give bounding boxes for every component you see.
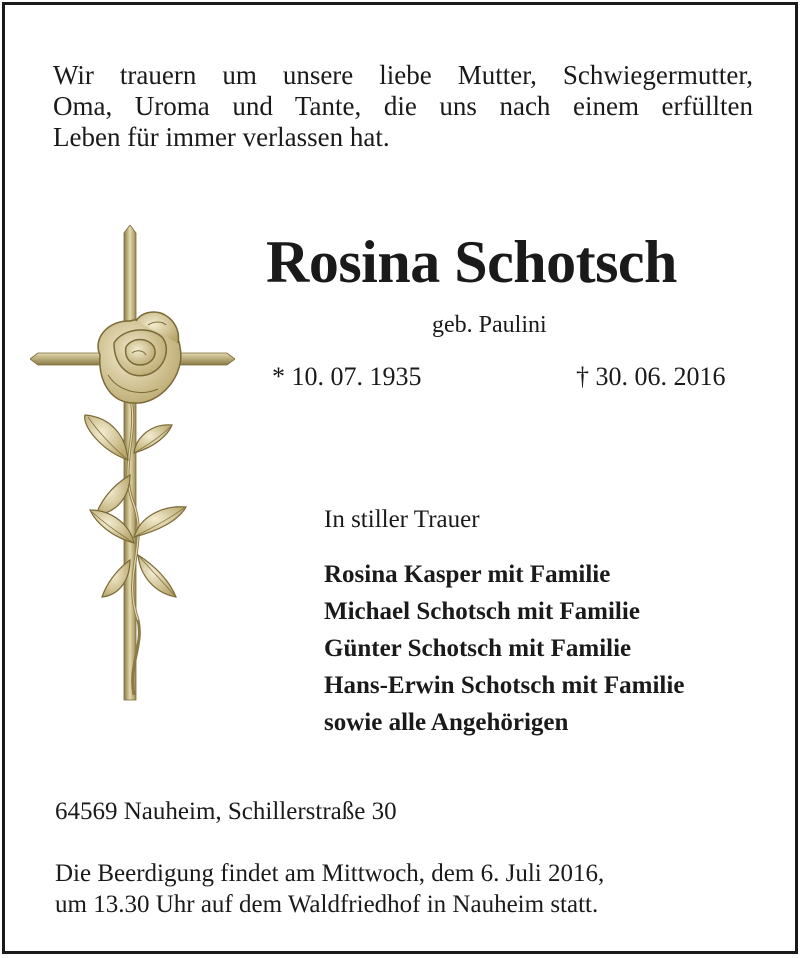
funeral-info [55,858,604,920]
death-date: † 30. 06. 2016 [576,362,726,391]
intro-line: Oma, Uroma und Tante, die uns nach einem erfüllten [53,91,753,121]
funeral-line: um 13.30 Uhr auf dem Waldfriedhof in Nauheim statt. [55,891,599,918]
birth-date: * 10. 07. 1935 [272,362,422,391]
intro-text [53,60,753,153]
mourner-name: Rosina Kasper mit Familie [324,561,611,588]
mourner-name: Michael Schotsch mit Familie [324,598,640,625]
intro-line: Leben für immer verlassen hat. [53,122,390,152]
mourners-list [324,556,684,741]
intro-line: Wir trauern um unsere liebe Mutter, Schwiegermutter, [53,60,753,90]
mourner-name: sowie alle Angehörigen [324,709,569,736]
maiden-name: geb. Paulini [432,312,547,338]
family-address: 64569 Nauheim, Schillerstraße 30 [55,798,397,825]
cross-with-rose-icon [30,225,235,705]
funeral-line: Die Beerdigung findet am Mittwoch, dem 6. Juli 2016, [55,860,605,887]
mourner-name: Günter Schotsch mit Familie [324,635,632,662]
deceased-name: Rosina Schotsch [266,229,677,295]
mourner-name: Hans-Erwin Schotsch mit Familie [324,672,685,699]
mourning-heading: In stiller Trauer [324,506,480,533]
